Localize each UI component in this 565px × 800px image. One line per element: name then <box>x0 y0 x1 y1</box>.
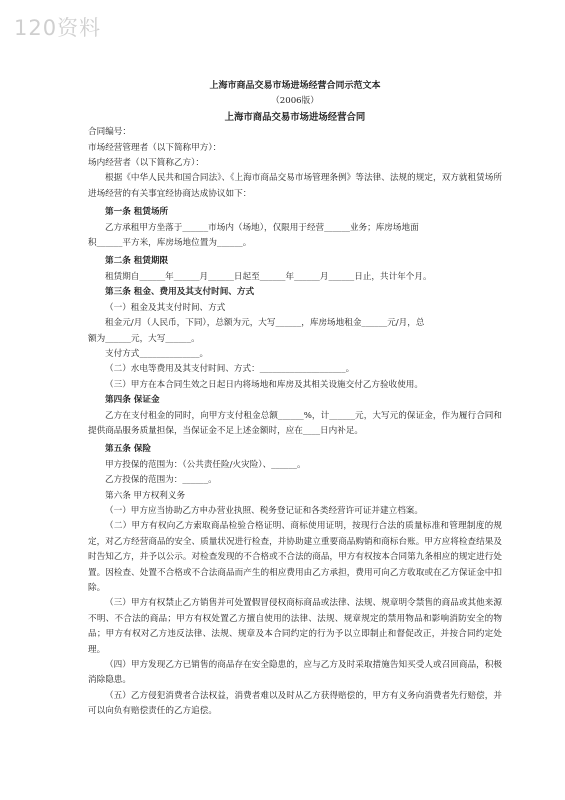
preamble: 根据《中华人民共和国合同法》、《上海市商品交易市场管理条例》等法律、法规的规定，双方就租赁场所进场经营的有关事宜经协商达成协议如下： <box>88 173 502 199</box>
article-6-item-1: （一）甲方应当协助乙方申办营业执照、税务登记证和各类经营许可证并建立档案。 <box>105 505 423 516</box>
article-3-sub-1: （一）租金及其支付时间、方式 <box>105 302 226 313</box>
document-title: 上海市商品交易市场进场经营合同示范文本 <box>209 81 381 91</box>
article-5-title: 第五条 保险 <box>105 444 151 455</box>
article-6-title: 第六条 甲方权利义务 <box>105 490 186 501</box>
article-2-title: 第二条 租赁期限 <box>105 256 169 267</box>
article-5-party-a-insurance: 甲方投保的范围为：（公共责任险/火灾险）、______。 <box>105 459 306 470</box>
contract-number: 合同编号： <box>88 127 131 138</box>
article-1-line-2: 积______平方米，库房场地位置为______。 <box>88 238 252 249</box>
article-3-payment: 支付方式______________。 <box>105 348 209 359</box>
contract-document <box>88 79 502 720</box>
article-6-item-4: （四）甲方发现乙方已销售的商品存在安全隐患的，应与乙方及时采取措施告知买受人或召回商品，积极消除隐患。 <box>88 660 502 686</box>
document-version: （2006版） <box>271 96 319 107</box>
party-b: 场内经营者（以下简称乙方）： <box>88 158 205 169</box>
contract-subtitle: 上海市商品交易市场进场经营合同 <box>224 111 366 123</box>
article-3-sub-2: （二）水电等费用及其支付时间、方式：____________________。 <box>105 364 355 375</box>
article-3-title: 第三条 租金、费用及其支付时间、方式 <box>105 287 255 298</box>
article-3-sub-3: （三）甲方在本合同生效之日起日内将场地和库房及其相关设施交付乙方验收使用。 <box>105 379 423 390</box>
article-1-title: 第一条 租赁场所 <box>105 207 169 218</box>
watermark-logo: 120资料 <box>14 16 102 40</box>
party-a: 市场经营管理者（以下简称甲方）： <box>88 142 222 153</box>
article-4-title: 第四条 保证金 <box>105 395 160 406</box>
article-6-item-2: （二）甲方有权向乙方索取商品检验合格证明、商标使用证明，按现行合法的质量标准和管理制度的规定，对乙方经营商品的安全、质量状况进行检查，并协助建立重要商品购销和商标台账。甲方应将检查结果及时告知乙方，并予以公示。对检查发现的不合格或不合法的商品，甲方有权按本合同第九条相应的规定进行处置。因检查、处置不合格或不合法商品而产生的相应费用由乙方承担，费用可向乙方收取或在乙方保证金中扣除。 <box>88 521 502 593</box>
article-2-line-1: 租赁期自______年______月______日起至______年______月______日止，共计年个月。 <box>105 271 432 282</box>
article-3-rent-line-1: 租金元/月（人民币，下同），总额为元，大写______，库房场地租金______元/月，总 <box>105 318 425 329</box>
article-4-text: 乙方在支付租金的同时，向甲方支付租金总额______%，计______元，大写元的保证金，作为履行合同和提供商品服务质量担保，当保证金不足上述金额时，应在____日内补足。 <box>88 410 502 436</box>
article-5-party-b-insurance: 乙方投保的范围为：______。 <box>105 475 217 486</box>
article-6-item-3: （三）甲方有权禁止乙方销售并可处置假冒侵权商标商品或法律、法规、规章明令禁售的商品或其他来源不明、不合法的商品；甲方有权处置乙方擅自使用的法律、法规、规章规定的禁用物品和影响消防安全的物品；甲方有权对乙方违反法律、法规、规章及本合同约定的行为予以立即制止和督促改正，并按合同约定处理。 <box>88 598 502 655</box>
article-1-line-1: 乙方承租甲方坐落于______市场内（场地），仅限用于经营______业务；库房场地面 <box>105 222 419 233</box>
article-6-item-5: （五）乙方侵犯消费者合法权益，消费者难以及时从乙方获得赔偿的，甲方有义务向消费者先行赔偿，并可以向负有赔偿责任的乙方追偿。 <box>88 690 502 717</box>
article-3-rent-line-2: 额为______元，大写______。 <box>88 333 200 344</box>
